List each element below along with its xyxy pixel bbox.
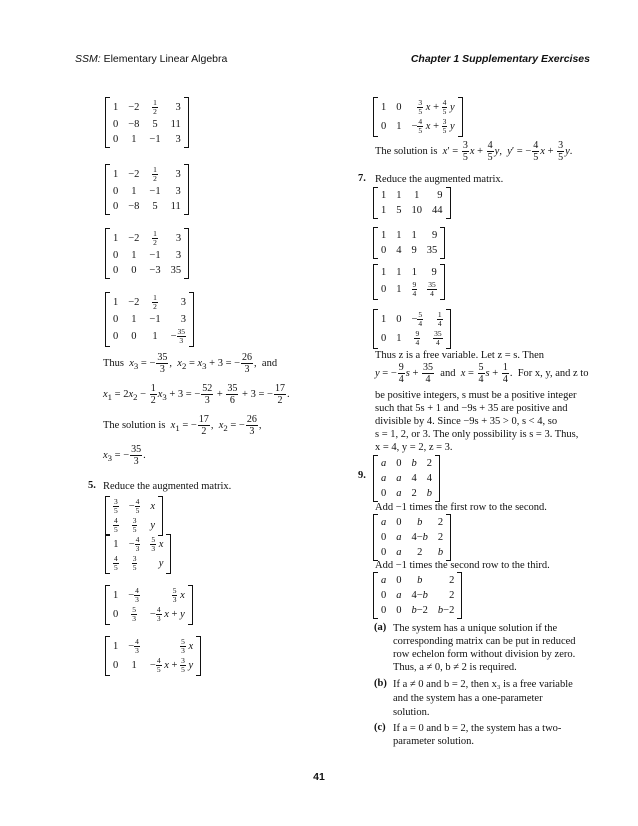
matrix-row [108,229,186,248]
matrix-cell: 0 [113,660,119,671]
right-top-matrix-table [376,98,460,136]
matrix-cell: 1 [411,267,417,278]
matrix-row [108,327,191,346]
matrix-cell: −1 [149,250,161,261]
matrix-cell: b−2 [411,605,428,616]
part-label: (a) [374,622,387,633]
ex7-para-5: divisible by 4. Since −9s + 35 > 0, s < 4, so [375,416,558,427]
matrix-row [108,554,168,573]
matrix-cell: 5 [152,201,158,212]
matrix-2 [105,164,189,215]
matrix-cell: 0 [381,547,387,558]
left-matrix-1-table [108,98,186,147]
matrix-cell: 4−b [411,532,428,543]
matrix-cell: 0 [396,458,402,469]
matrix-cell: 0 [113,201,119,212]
matrix-cell: −2 [128,169,140,180]
matrix-row [376,530,448,545]
ex9-matrix-1-table [376,456,437,501]
matrix-cell: 0 [113,134,119,145]
matrix-cell: − $\frac{4}{3}$ [128,586,139,604]
matrix-row [108,117,186,132]
matrix-cell: −1 [149,314,161,325]
matrix-cell: −3 [149,265,161,276]
matrix-cell: $\frac{3}{5}$ [132,516,137,534]
matrix-cell: −2 [128,233,140,244]
matrix-cell: 0 [113,609,119,620]
matrix-cell: 1 [396,121,402,132]
left-matrix-3-table [108,229,186,278]
part-line: If a ≠ 0 and b = 2, then x₃ is a free variable [393,679,573,690]
matrix-cell: $\frac{35}{4}$ [428,280,436,298]
matrix-cell: − $\frac{4}{5}$ [128,497,140,515]
matrix-cell: − $\frac{4}{3}$ [128,637,139,655]
matrix-cell: 0 [381,605,387,616]
matrix-row [376,515,448,530]
matrix-row [108,656,198,675]
matrix-cell: a [396,488,402,499]
ex7-matrix-2 [373,227,445,259]
ex5-matrix-2 [105,534,171,574]
matrix-cell: − $\frac{4}{5}$ x + $\frac{3}{5}$ y [411,117,455,135]
matrix-cell: y [158,558,164,569]
matrix-1 [105,97,189,148]
matrix-cell: $\frac{5}{3}$ [132,605,136,623]
matrix-cell: 1 [411,230,417,241]
solution-xy: The solution is x′ = $\frac{3}{5}$ x + $\frac{4}{5}$ y, y′ = − $\frac{4}{5}$ x + $\frac{3}{5}$ y. [375,140,573,163]
matrix-cell: 2 [437,517,444,528]
matrix-cell: − $\frac{4}{3}$ [128,535,140,553]
matrix-cell: 1 [113,590,119,601]
matrix-cell: 0 [381,532,387,543]
exercise-5-number: 5. [88,480,96,491]
matrix-cell: $\frac{5}{3}$ x [151,535,164,553]
matrix-cell: 11 [170,119,181,130]
matrix-cell: 2 [449,590,455,601]
matrix-cell: 2 [449,575,455,586]
ex7-para-6: s = 1, 2, or 3. The only possibility is s = 3. Thus, [375,429,579,440]
matrix-row [108,132,186,147]
matrix-row [108,184,186,199]
part-line: solution. [393,707,430,718]
matrix-cell: 2 [417,547,423,558]
ex7-para-3: be positive integers, s must be a positive integer [375,390,577,401]
matrix-cell: 10 [411,205,422,216]
part-line: corresponding matrix can be put in reduced [393,636,576,647]
ex7-matrix-2-table [376,228,442,258]
matrix-cell: 1 [381,190,387,201]
left-matrix-2-table [108,165,186,214]
ex7-para-1: Thus z is a free variable. Let z = s. Then [375,350,544,361]
matrix-cell: b [417,517,423,528]
matrix-cell: 1 [396,190,402,201]
part-line: row echelon form without division by zero. [393,649,576,660]
matrix-cell: 4 [411,473,417,484]
ex5-matrix-1 [105,496,163,536]
matrix-row [376,310,448,329]
ex9-step-2: Add −1 times the second row to the third. [375,560,550,571]
matrix-row [108,98,186,117]
matrix-cell: $\frac{1}{2}$ [153,229,157,247]
matrix-cell: 1 [113,233,119,244]
exercise-5-text: Reduce the augmented matrix. [103,481,232,492]
matrix-cell: − $\frac{4}{3}$ x + y [149,605,185,623]
ex7-matrix-3 [373,264,445,300]
matrix-row [376,188,448,203]
part-label: (c) [374,722,386,733]
matrix-cell: 0 [113,119,119,130]
matrix-row [108,516,160,535]
matrix-cell: 1 [381,102,387,113]
matrix-row [376,228,442,243]
matrix-cell: b [426,488,432,499]
matrix-cell: 0 [381,121,387,132]
matrix-cell: 0 [113,314,119,325]
matrix-cell: − $\frac{4}{5}$ x + $\frac{3}{5}$ y [149,656,194,674]
matrix-row [376,486,437,501]
ex5-matrix-2-table [108,535,168,573]
matrix-cell: 9 [431,267,437,278]
matrix-cell: 3 [175,186,181,197]
matrix-cell: 3 [175,250,182,261]
ex7-yx-equation: y = − $\frac{9}{4}$ s + $\frac{35}{4}$ and x = $\frac{5}{4}$ s + $\frac{1}{4}$ . For x, y, and z to [375,362,589,385]
top-right-matrix [373,97,463,137]
matrix-cell: − $\frac{35}{3}$ [170,327,186,345]
exercise-7-number: 7. [358,173,366,184]
ex9-matrix-2 [373,514,451,561]
ex9-matrix-3-table [376,573,459,618]
matrix-cell: $\frac{1}{4}$ [437,310,442,328]
matrix-cell: 5 [152,119,158,130]
matrix-cell: a [381,458,387,469]
part-line: parameter solution. [393,736,475,747]
matrix-cell: 1 [396,230,402,241]
matrix-cell: 1 [131,134,137,145]
matrix-cell: 0 [381,488,387,499]
solution-line: The solution is $x_1$ = − $\frac{17}{2}$ , $x_2$ = − $\frac{26}{3}$ , [103,414,262,437]
matrix-cell: 3 [175,233,182,244]
matrix-row [376,573,459,588]
equation-x3-x2: Thus $x_3$ = − $\frac{35}{3}$ , $x_2 = x_3 + 3$ = − $\frac{26}{3}$ , and [103,352,278,375]
matrix-row [376,456,437,471]
matrix-row [376,98,460,117]
ex5-matrix-1-table [108,497,160,535]
matrix-cell: 1 [152,331,158,342]
matrix-cell: $\frac{9}{4}$ [412,280,417,298]
ex5-matrix-4 [105,636,201,676]
matrix-cell: b [411,458,417,469]
matrix-cell: 9 [437,190,443,201]
matrix-cell: −8 [128,119,140,130]
matrix-row [376,243,442,258]
ex7-matrix-4 [373,309,451,349]
matrix-cell: b−2 [437,605,455,616]
ex5-matrix-4-table [108,637,198,675]
matrix-cell: $\frac{1}{2}$ [153,293,157,311]
matrix-cell: 0 [381,284,387,295]
matrix-row [376,545,448,560]
matrix-cell: 5 [396,205,402,216]
matrix-cell: −2 [128,102,140,113]
matrix-cell: 1 [113,169,119,180]
matrix-cell: 0 [113,186,119,197]
matrix-cell: 1 [113,102,119,113]
matrix-cell: b [437,547,444,558]
matrix-row [376,471,437,486]
header-right: Chapter 1 Supplementary Exercises [410,53,590,65]
matrix-3 [105,228,189,279]
matrix-cell: 1 [113,641,119,652]
matrix-row [376,280,442,299]
matrix-cell: $\frac{5}{3}$ x [172,586,185,604]
part-line: The system has a unique solution if the [393,623,558,634]
equation-x1: $x_1 = 2x_2$ − $\frac{1}{2}$ $x_3 + 3$ = − $\frac{52}{3}$ + $\frac{35}{6}$ + 3 = − $\frac{17}{2}$ . [103,383,290,406]
matrix-cell: 4−b [411,590,428,601]
matrix-cell: 0 [396,517,402,528]
matrix-cell: 0 [381,590,387,601]
matrix-row [108,165,186,184]
matrix-cell: 1 [113,539,119,550]
matrix-cell: a [396,532,402,543]
matrix-cell: 1 [396,267,402,278]
left-matrix-4-table [108,293,191,346]
matrix-cell: a [381,473,387,484]
matrix-cell: 3 [180,297,187,308]
matrix-cell: 0 [381,333,387,344]
matrix-row [108,605,190,624]
header-left: SSM: Elementary Linear Algebra [75,53,228,65]
matrix-cell: $\frac{35}{4}$ [434,329,442,347]
page-number: 41 [313,771,325,783]
exercise-7-text: Reduce the augmented matrix. [375,174,504,185]
matrix-cell: 35 [170,265,182,276]
ex7-para-7: x = 4, y = 2, z = 3. [375,442,453,453]
matrix-row [376,329,448,348]
matrix-cell: $\frac{4}{5}$ [114,516,118,534]
matrix-row [108,199,186,214]
ex7-matrix-4-table [376,310,448,348]
matrix-cell: a [381,517,387,528]
matrix-cell: 3 [175,102,181,113]
ex7-matrix-1 [373,187,451,219]
ex9-matrix-2-table [376,515,448,560]
matrix-cell: 9 [411,245,417,256]
matrix-cell: 1 [414,190,420,201]
matrix-cell: 0 [396,605,402,616]
matrix-cell: 0 [396,102,402,113]
matrix-row [108,497,160,516]
matrix-cell: $\frac{1}{2}$ [153,98,157,116]
matrix-cell: 1 [131,314,137,325]
matrix-cell: 0 [381,245,387,256]
matrix-cell: a [381,575,387,586]
matrix-row [108,312,191,327]
solution-x3: $x_3$ = − $\frac{35}{3}$ . [103,444,146,467]
matrix-cell: 4 [426,473,432,484]
ex5-matrix-3 [105,585,193,625]
matrix-cell: 1 [131,250,137,261]
part-line: If a = 0 and b = 2, the system has a two- [393,723,562,734]
matrix-cell: 0 [131,331,137,342]
matrix-cell: 4 [396,245,402,256]
matrix-cell: 3 [180,314,187,325]
matrix-cell: 0 [396,314,402,325]
matrix-cell: $\frac{1}{2}$ [153,165,157,183]
matrix-row [376,117,460,136]
matrix-cell: 1 [113,297,119,308]
matrix-cell: 1 [381,314,387,325]
matrix-cell: 2 [411,488,417,499]
matrix-cell: −2 [128,297,140,308]
matrix-cell: 2 [437,532,444,543]
matrix-row [108,248,186,263]
ex9-step-1: Add −1 times the first row to the second. [375,502,547,513]
part-line: and the system has a one-parameter [393,693,543,704]
matrix-cell: $\frac{4}{5}$ [114,554,118,572]
matrix-row [376,603,459,618]
matrix-cell: 3 [175,134,181,145]
matrix-row [108,535,168,554]
matrix-cell: 1 [381,205,387,216]
matrix-cell: −1 [149,186,161,197]
matrix-cell: a [396,590,402,601]
matrix-cell: 9 [432,230,438,241]
matrix-cell: −8 [128,201,140,212]
matrix-row [376,588,459,603]
matrix-cell: x [150,501,156,512]
matrix-cell: 1 [381,230,387,241]
matrix-cell: 2 [426,458,432,469]
matrix-row [108,637,198,656]
matrix-cell: 0 [396,575,402,586]
ex7-matrix-3-table [376,265,442,299]
matrix-cell: 11 [170,201,181,212]
ex9-matrix-1 [373,455,440,502]
matrix-cell: b [417,575,423,586]
matrix-row [376,203,448,218]
exercise-9-number: 9. [358,470,366,481]
matrix-row [108,293,191,312]
matrix-cell: 0 [113,331,119,342]
ex7-para-4: such that 5s + 1 and −9s + 35 are positive and [375,403,568,414]
matrix-cell: 1 [131,660,137,671]
matrix-cell: 44 [432,205,443,216]
matrix-cell: $\frac{5}{3}$ x [181,637,194,655]
ex9-matrix-3 [373,572,462,619]
matrix-cell: 1 [381,267,387,278]
matrix-cell: 0 [113,265,119,276]
matrix-cell: $\frac{3}{5}$ x + $\frac{4}{5}$ y [418,98,455,116]
matrix-row [376,265,442,280]
matrix-row [108,263,186,278]
matrix-cell: 1 [131,186,137,197]
matrix-cell: 3 [175,169,181,180]
ex7-matrix-1-table [376,188,448,218]
part-line: Thus, a ≠ 0, b ≠ 2 is required. [393,662,517,673]
matrix-cell: a [396,473,402,484]
matrix-cell: a [396,547,402,558]
matrix-cell: − $\frac{5}{4}$ [411,310,423,328]
ex5-matrix-3-table [108,586,190,624]
part-label: (b) [374,678,387,689]
matrix-cell: 0 [113,250,119,261]
matrix-cell: $\frac{3}{5}$ [132,554,137,572]
matrix-cell: y [150,520,156,531]
matrix-cell: $\frac{9}{4}$ [415,329,420,347]
matrix-cell: $\frac{3}{5}$ [114,497,118,515]
matrix-cell: 0 [131,265,137,276]
matrix-4 [105,292,194,347]
matrix-cell: 1 [396,333,402,344]
matrix-row [108,586,190,605]
matrix-cell: −1 [149,134,161,145]
matrix-cell: 1 [396,284,402,295]
matrix-cell: 35 [426,245,438,256]
